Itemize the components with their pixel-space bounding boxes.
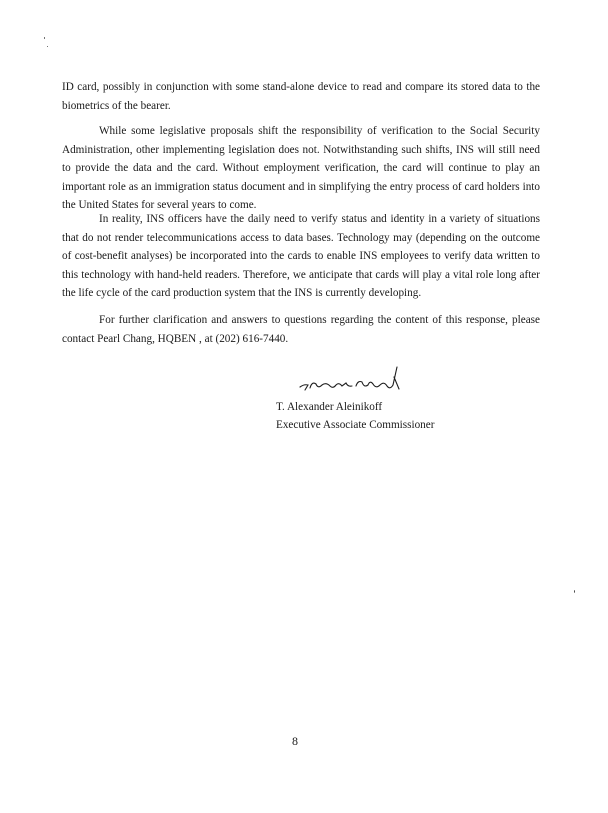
scan-artifact xyxy=(47,46,48,47)
handwritten-signature xyxy=(298,363,402,397)
signature-block xyxy=(276,398,434,434)
paragraph-contact: For further clarification and answers to questions regarding the content of this response, please contact Pearl Chang, HQBEN , at (202) 616-7440. xyxy=(62,314,540,345)
scan-artifact xyxy=(574,590,575,593)
signer-name: T. Alexander Aleinikoff xyxy=(276,401,383,413)
scan-artifact xyxy=(44,37,45,39)
paragraph-continuation: ID card, possibly in conjunction with some stand-alone device to read and compare its stored data to the biometrics of the bearer. xyxy=(62,81,540,112)
signer-title: Executive Associate Commissioner xyxy=(276,419,435,431)
page-number: 8 xyxy=(292,734,298,748)
paragraph-ins-officers: In reality, INS officers have the daily need to verify status and identity in a variety of situations that do not render telecommunications access to data bases. Technology may (depending on the outcome of cost-benefit analyses) be incorporated into the cards to enable INS employees to verify data written to this technology with hand-held readers. Therefore, we anticipate that cards will play a vital role long after the life cycle of the card production system that the INS is currently developing. xyxy=(62,213,540,299)
paragraph-legislation: While some legislative proposals shift the responsibility of verification to the Social Security Administration, other implementing legislation does not. Notwithstanding such shifts, INS will still need to provide the data and the card. Without employment verification, the card will continue to play an important role as an immigration status document and in simplifying the entry process of card holders into the United States for several years to come. xyxy=(62,125,540,211)
